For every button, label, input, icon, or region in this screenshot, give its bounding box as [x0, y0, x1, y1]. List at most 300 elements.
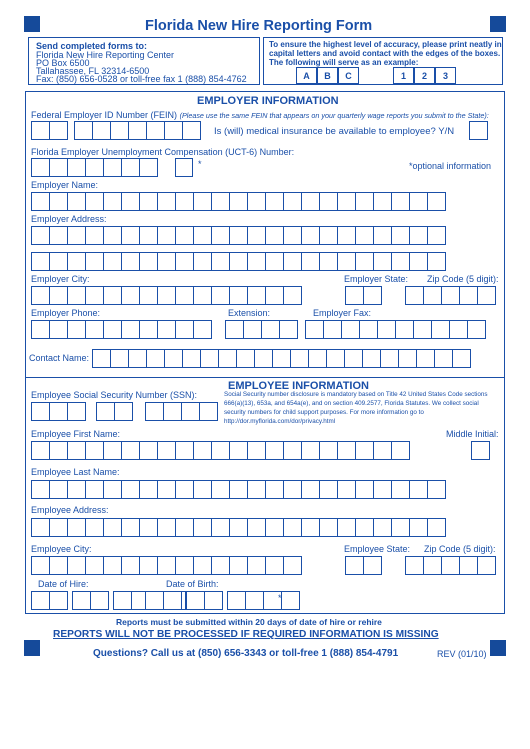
- char-box[interactable]: [128, 121, 147, 140]
- char-box[interactable]: [121, 286, 140, 305]
- char-box[interactable]: [31, 320, 50, 339]
- char-box[interactable]: [247, 286, 266, 305]
- char-box[interactable]: [85, 158, 104, 177]
- char-box[interactable]: [31, 402, 50, 421]
- employer-address-line-1[interactable]: [31, 226, 446, 245]
- char-box[interactable]: [157, 480, 176, 499]
- char-box[interactable]: [247, 518, 266, 537]
- uct-check-digit-input[interactable]: [175, 158, 193, 177]
- char-box[interactable]: [319, 192, 338, 211]
- char-box[interactable]: [247, 556, 266, 575]
- char-box[interactable]: [283, 441, 302, 460]
- char-box[interactable]: [85, 480, 104, 499]
- char-box[interactable]: [113, 591, 132, 610]
- employer-name-input[interactable]: [31, 192, 446, 211]
- char-box[interactable]: [96, 402, 115, 421]
- char-box[interactable]: [225, 320, 244, 339]
- ssn-part-2[interactable]: [96, 402, 133, 421]
- address-line-3: Tallahassee, FL 32314-6500: [36, 66, 150, 76]
- employee-zip-input[interactable]: [405, 556, 496, 575]
- char-box[interactable]: [355, 252, 374, 271]
- char-box[interactable]: [193, 286, 212, 305]
- char-box[interactable]: [363, 556, 382, 575]
- char-box[interactable]: [405, 556, 424, 575]
- char-box[interactable]: [31, 441, 50, 460]
- char-box[interactable]: [74, 121, 93, 140]
- char-box[interactable]: [247, 252, 266, 271]
- char-box[interactable]: [391, 192, 410, 211]
- char-box[interactable]: [31, 252, 50, 271]
- char-box[interactable]: [103, 252, 122, 271]
- char-box[interactable]: [85, 556, 104, 575]
- char-box[interactable]: [49, 480, 68, 499]
- char-box[interactable]: [355, 192, 374, 211]
- questions-line: Questions? Call us at (850) 656-3343 or toll-free 1 (888) 854-4791: [93, 648, 399, 659]
- char-box[interactable]: [283, 192, 302, 211]
- char-box[interactable]: [157, 286, 176, 305]
- char-box[interactable]: [308, 349, 327, 368]
- char-box[interactable]: [247, 480, 266, 499]
- char-box[interactable]: [326, 349, 345, 368]
- char-box[interactable]: [49, 158, 68, 177]
- char-box[interactable]: [49, 441, 68, 460]
- char-box[interactable]: [181, 402, 200, 421]
- char-box[interactable]: [265, 480, 284, 499]
- char-box[interactable]: [409, 480, 428, 499]
- char-box[interactable]: [391, 480, 410, 499]
- employee-address-input[interactable]: [31, 518, 446, 537]
- char-box[interactable]: [175, 320, 194, 339]
- char-box[interactable]: [103, 441, 122, 460]
- char-box[interactable]: [121, 556, 140, 575]
- first-name-input[interactable]: [31, 441, 410, 460]
- char-box[interactable]: [359, 320, 378, 339]
- char-box[interactable]: [345, 286, 364, 305]
- char-box[interactable]: [355, 441, 374, 460]
- char-box[interactable]: [265, 226, 284, 245]
- char-box[interactable]: [279, 320, 298, 339]
- char-box[interactable]: [164, 121, 183, 140]
- char-box[interactable]: [427, 192, 446, 211]
- char-box[interactable]: [355, 226, 374, 245]
- middle-initial-input[interactable]: [471, 441, 490, 460]
- char-box[interactable]: [121, 480, 140, 499]
- char-box[interactable]: [337, 226, 356, 245]
- char-box[interactable]: [283, 226, 302, 245]
- last-name-input[interactable]: [31, 480, 446, 499]
- char-box[interactable]: [211, 286, 230, 305]
- char-box[interactable]: [459, 286, 478, 305]
- char-box[interactable]: [139, 192, 158, 211]
- char-box[interactable]: [229, 252, 248, 271]
- char-box[interactable]: [409, 226, 428, 245]
- char-box[interactable]: [49, 591, 68, 610]
- char-box[interactable]: [281, 591, 300, 610]
- char-box[interactable]: [157, 192, 176, 211]
- char-box[interactable]: [103, 556, 122, 575]
- char-box[interactable]: [265, 441, 284, 460]
- char-box[interactable]: [247, 226, 266, 245]
- char-box[interactable]: [139, 480, 158, 499]
- char-box[interactable]: [405, 286, 424, 305]
- char-box[interactable]: [49, 556, 68, 575]
- char-box[interactable]: [193, 441, 212, 460]
- char-box[interactable]: [157, 518, 176, 537]
- char-box[interactable]: [49, 286, 68, 305]
- char-box[interactable]: [175, 226, 194, 245]
- char-box[interactable]: [319, 480, 338, 499]
- employer-city-input[interactable]: [31, 286, 302, 305]
- char-box[interactable]: [427, 480, 446, 499]
- char-box[interactable]: [283, 556, 302, 575]
- char-box[interactable]: [227, 591, 246, 610]
- char-box[interactable]: [265, 286, 284, 305]
- char-box[interactable]: [164, 349, 183, 368]
- char-box[interactable]: [229, 518, 248, 537]
- employee-city-input[interactable]: [31, 556, 302, 575]
- char-box[interactable]: [441, 286, 460, 305]
- char-box[interactable]: [103, 226, 122, 245]
- char-box[interactable]: [67, 252, 86, 271]
- char-box[interactable]: [67, 480, 86, 499]
- char-box[interactable]: [72, 591, 91, 610]
- char-box[interactable]: [67, 556, 86, 575]
- char-box[interactable]: [67, 286, 86, 305]
- char-box[interactable]: [301, 441, 320, 460]
- contact-name-input[interactable]: [92, 349, 471, 368]
- employee-state-input[interactable]: [345, 556, 382, 575]
- char-box[interactable]: [211, 252, 230, 271]
- employer-zip-input[interactable]: [405, 286, 496, 305]
- char-box[interactable]: [301, 480, 320, 499]
- char-box[interactable]: [283, 518, 302, 537]
- char-box[interactable]: [175, 518, 194, 537]
- char-box[interactable]: [49, 121, 68, 140]
- char-box[interactable]: [145, 402, 164, 421]
- char-box[interactable]: [139, 320, 158, 339]
- char-box[interactable]: [110, 121, 129, 140]
- char-box[interactable]: [90, 591, 109, 610]
- char-box[interactable]: [103, 192, 122, 211]
- char-box[interactable]: [163, 402, 182, 421]
- employer-fax-input[interactable]: [305, 320, 486, 339]
- char-box[interactable]: [362, 349, 381, 368]
- char-box[interactable]: [391, 518, 410, 537]
- char-box[interactable]: [319, 441, 338, 460]
- char-box[interactable]: [103, 286, 122, 305]
- char-box[interactable]: [265, 518, 284, 537]
- char-box[interactable]: [49, 402, 68, 421]
- char-box[interactable]: [103, 480, 122, 499]
- char-box[interactable]: [31, 480, 50, 499]
- char-box[interactable]: [323, 320, 342, 339]
- char-box[interactable]: [423, 556, 442, 575]
- char-box[interactable]: [49, 226, 68, 245]
- char-box[interactable]: [247, 192, 266, 211]
- char-box[interactable]: [31, 286, 50, 305]
- char-box[interactable]: [193, 556, 212, 575]
- char-box[interactable]: [373, 518, 392, 537]
- char-box[interactable]: [344, 349, 363, 368]
- char-box[interactable]: [157, 320, 176, 339]
- char-box[interactable]: [85, 252, 104, 271]
- char-box[interactable]: [110, 349, 129, 368]
- char-box[interactable]: [427, 226, 446, 245]
- char-box[interactable]: [92, 121, 111, 140]
- char-box[interactable]: [391, 226, 410, 245]
- char-box[interactable]: [67, 518, 86, 537]
- char-box[interactable]: [157, 252, 176, 271]
- char-box[interactable]: [409, 252, 428, 271]
- uct-label: Florida Employer Unemployment Compensation (UCT-6) Number:: [31, 147, 295, 157]
- char-box[interactable]: [204, 591, 223, 610]
- char-box[interactable]: [103, 518, 122, 537]
- char-box[interactable]: [377, 320, 396, 339]
- char-box[interactable]: [229, 226, 248, 245]
- char-box[interactable]: [85, 226, 104, 245]
- ssn-note-line-4[interactable]: http://dor.myflorida.com/dor/privacy.html: [224, 418, 336, 426]
- char-box[interactable]: [31, 518, 50, 537]
- char-box[interactable]: [272, 349, 291, 368]
- char-box[interactable]: [380, 349, 399, 368]
- char-box[interactable]: [67, 320, 86, 339]
- char-box[interactable]: [337, 518, 356, 537]
- char-box[interactable]: [103, 320, 122, 339]
- employer-state-input[interactable]: [345, 286, 382, 305]
- char-box[interactable]: [211, 556, 230, 575]
- char-box[interactable]: [398, 349, 417, 368]
- char-box[interactable]: [363, 286, 382, 305]
- char-box[interactable]: [477, 556, 496, 575]
- char-box[interactable]: [145, 591, 164, 610]
- uct-asterisk: *: [198, 159, 202, 169]
- char-box[interactable]: [265, 252, 284, 271]
- deadline-notice: Reports must be submitted within 20 days of date of hire or rehire: [116, 617, 382, 627]
- char-box[interactable]: [157, 441, 176, 460]
- employer-phone-input[interactable]: [31, 320, 212, 339]
- char-box[interactable]: [85, 320, 104, 339]
- char-box[interactable]: [423, 286, 442, 305]
- char-box[interactable]: [229, 480, 248, 499]
- char-box[interactable]: [345, 556, 364, 575]
- char-box[interactable]: [373, 441, 392, 460]
- fein-note: (Please use the same FEIN that appears on your quarterly wage reports you submit to the State):: [179, 111, 489, 120]
- char-box[interactable]: [305, 320, 324, 339]
- char-box[interactable]: [467, 320, 486, 339]
- ssn-part-3[interactable]: [145, 402, 218, 421]
- char-box[interactable]: [254, 349, 273, 368]
- char-box[interactable]: [441, 556, 460, 575]
- char-box[interactable]: [31, 192, 50, 211]
- char-box[interactable]: [337, 192, 356, 211]
- char-box[interactable]: [146, 349, 165, 368]
- char-box[interactable]: [247, 441, 266, 460]
- char-box[interactable]: [211, 480, 230, 499]
- char-box[interactable]: [103, 158, 122, 177]
- char-box[interactable]: [373, 252, 392, 271]
- char-box[interactable]: [337, 252, 356, 271]
- char-box[interactable]: [114, 402, 133, 421]
- char-box[interactable]: [265, 192, 284, 211]
- char-box[interactable]: [261, 320, 280, 339]
- char-box[interactable]: [182, 349, 201, 368]
- char-box[interactable]: [31, 226, 50, 245]
- char-box[interactable]: [211, 518, 230, 537]
- char-box[interactable]: [265, 556, 284, 575]
- char-box[interactable]: [67, 441, 86, 460]
- employer-fax-label: Employer Fax:: [313, 308, 372, 318]
- char-box[interactable]: [128, 349, 147, 368]
- char-box[interactable]: [49, 192, 68, 211]
- char-box[interactable]: [49, 518, 68, 537]
- char-box[interactable]: [211, 441, 230, 460]
- char-box[interactable]: [449, 320, 468, 339]
- char-box[interactable]: [193, 320, 212, 339]
- char-box[interactable]: [434, 349, 453, 368]
- char-box[interactable]: [182, 121, 201, 140]
- char-box[interactable]: [193, 518, 212, 537]
- char-box[interactable]: [477, 286, 496, 305]
- char-box[interactable]: [245, 591, 264, 610]
- char-box[interactable]: [175, 252, 194, 271]
- char-box[interactable]: [341, 320, 360, 339]
- extension-input[interactable]: [225, 320, 298, 339]
- char-box[interactable]: [139, 226, 158, 245]
- char-box[interactable]: [31, 591, 50, 610]
- char-box[interactable]: [121, 518, 140, 537]
- char-box[interactable]: [175, 480, 194, 499]
- char-box[interactable]: [427, 252, 446, 271]
- char-box[interactable]: [121, 158, 140, 177]
- char-box[interactable]: [431, 320, 450, 339]
- char-box[interactable]: [236, 349, 255, 368]
- char-box[interactable]: [67, 226, 86, 245]
- char-box[interactable]: [85, 192, 104, 211]
- date-of-hire-label: Date of Hire:: [38, 579, 89, 589]
- char-box[interactable]: [319, 252, 338, 271]
- char-box[interactable]: [199, 402, 218, 421]
- char-box[interactable]: [413, 320, 432, 339]
- char-box[interactable]: [67, 158, 86, 177]
- char-box[interactable]: [229, 556, 248, 575]
- char-box[interactable]: [373, 192, 392, 211]
- char-box[interactable]: [319, 518, 338, 537]
- char-box[interactable]: [157, 226, 176, 245]
- fein-input[interactable]: [31, 121, 201, 140]
- char-box[interactable]: [92, 349, 111, 368]
- char-box[interactable]: [31, 158, 50, 177]
- birth-asterisk: *: [278, 593, 282, 603]
- char-box[interactable]: [283, 480, 302, 499]
- char-box[interactable]: [85, 441, 104, 460]
- char-box[interactable]: [409, 518, 428, 537]
- char-box[interactable]: [121, 441, 140, 460]
- char-box[interactable]: [139, 286, 158, 305]
- char-box[interactable]: [121, 226, 140, 245]
- char-box[interactable]: [391, 252, 410, 271]
- char-box[interactable]: [146, 121, 165, 140]
- char-box[interactable]: [67, 192, 86, 211]
- char-box[interactable]: [319, 226, 338, 245]
- address-line-4: Fax: (850) 656-0528 or toll-free fax 1 (888) 854-4762: [36, 74, 247, 84]
- char-box[interactable]: [373, 226, 392, 245]
- ssn-part-1[interactable]: [31, 402, 86, 421]
- char-box[interactable]: [121, 252, 140, 271]
- char-box[interactable]: [395, 320, 414, 339]
- char-box[interactable]: [186, 591, 205, 610]
- char-box[interactable]: [193, 192, 212, 211]
- address-line-2: PO Box 6500: [36, 58, 90, 68]
- char-box[interactable]: [229, 441, 248, 460]
- char-box[interactable]: [200, 349, 219, 368]
- char-box[interactable]: [157, 556, 176, 575]
- char-box[interactable]: [121, 320, 140, 339]
- char-box[interactable]: [139, 158, 158, 177]
- employer-address-line-2[interactable]: [31, 252, 446, 271]
- char-box[interactable]: [243, 320, 262, 339]
- char-box[interactable]: [193, 480, 212, 499]
- char-box[interactable]: [175, 286, 194, 305]
- char-box[interactable]: [49, 320, 68, 339]
- char-box[interactable]: [139, 518, 158, 537]
- char-box[interactable]: [337, 480, 356, 499]
- char-box[interactable]: [337, 441, 356, 460]
- char-box[interactable]: [139, 252, 158, 271]
- fein-label-text: Federal Employer ID Number (FEIN): [31, 110, 178, 120]
- char-box[interactable]: [355, 480, 374, 499]
- char-box[interactable]: [175, 556, 194, 575]
- char-box[interactable]: [211, 192, 230, 211]
- char-box[interactable]: [301, 226, 320, 245]
- char-box[interactable]: [391, 441, 410, 460]
- char-box[interactable]: [31, 121, 50, 140]
- medical-yn-input[interactable]: [469, 121, 488, 140]
- char-box[interactable]: [85, 518, 104, 537]
- char-box[interactable]: [163, 591, 182, 610]
- char-box[interactable]: [193, 252, 212, 271]
- char-box[interactable]: [218, 349, 237, 368]
- char-box[interactable]: [409, 192, 428, 211]
- char-box[interactable]: [355, 518, 374, 537]
- char-box[interactable]: [193, 226, 212, 245]
- uct-input[interactable]: [31, 158, 158, 177]
- char-box[interactable]: [85, 286, 104, 305]
- char-box[interactable]: [301, 192, 320, 211]
- char-box[interactable]: [229, 286, 248, 305]
- char-box[interactable]: [229, 192, 248, 211]
- char-box[interactable]: [373, 480, 392, 499]
- char-box[interactable]: [459, 556, 478, 575]
- char-box[interactable]: [139, 556, 158, 575]
- char-box[interactable]: [31, 556, 50, 575]
- char-box[interactable]: [452, 349, 471, 368]
- char-box[interactable]: [139, 441, 158, 460]
- date-of-birth-input[interactable]: [145, 591, 300, 610]
- char-box[interactable]: [49, 252, 68, 271]
- char-box[interactable]: [301, 518, 320, 537]
- char-box[interactable]: [290, 349, 309, 368]
- char-box[interactable]: [301, 252, 320, 271]
- char-box[interactable]: [427, 518, 446, 537]
- char-box[interactable]: [283, 286, 302, 305]
- char-box[interactable]: [416, 349, 435, 368]
- char-box[interactable]: [175, 441, 194, 460]
- char-box[interactable]: [67, 402, 86, 421]
- char-box[interactable]: [175, 192, 194, 211]
- char-box[interactable]: [121, 192, 140, 211]
- char-box[interactable]: [211, 226, 230, 245]
- char-box[interactable]: [283, 252, 302, 271]
